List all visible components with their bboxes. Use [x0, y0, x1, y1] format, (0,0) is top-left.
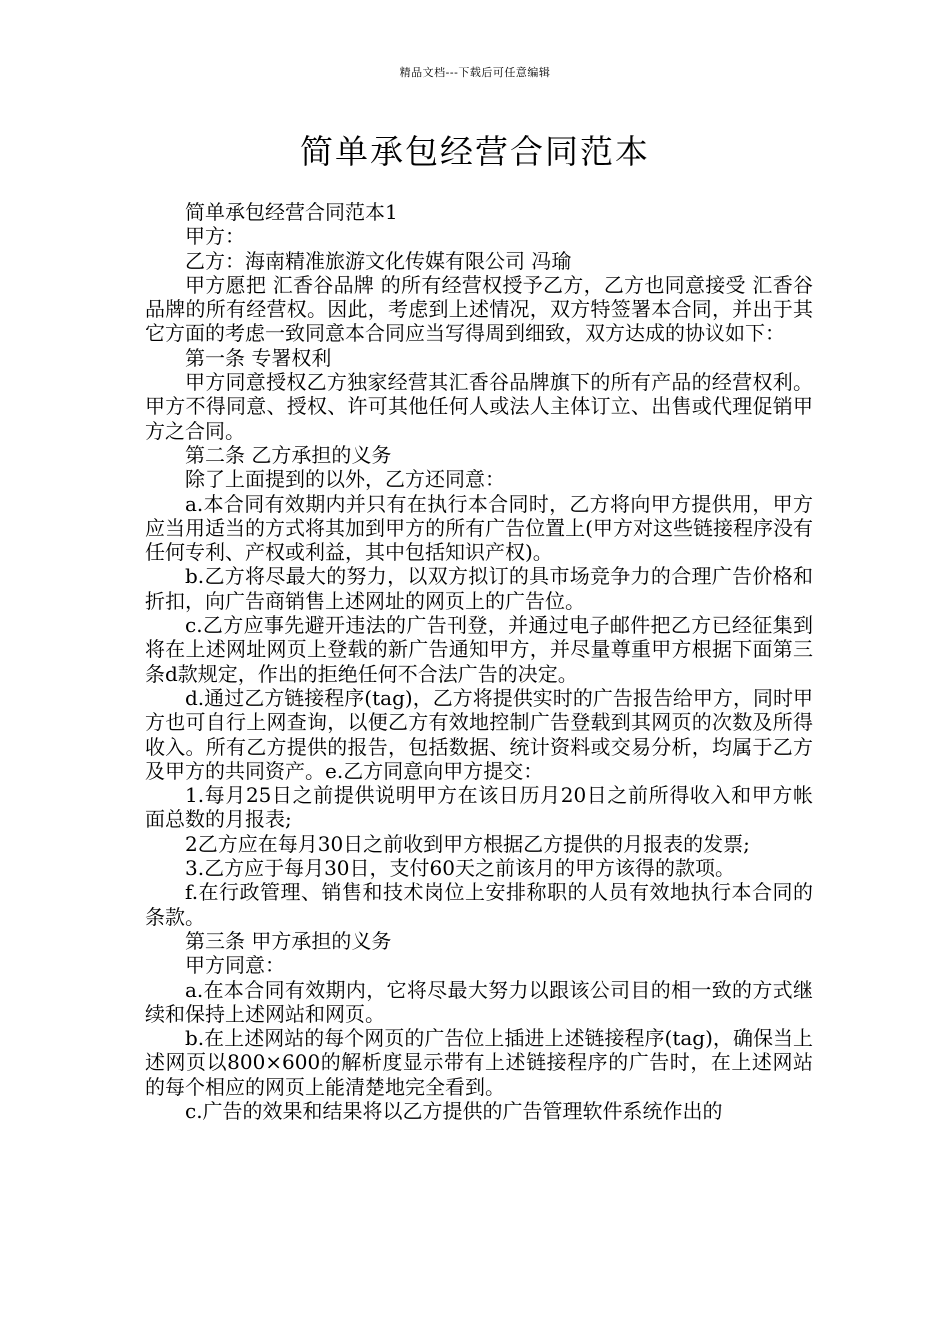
paragraph: 甲方同意授权乙方独家经营其汇香谷品牌旗下的所有产品的经营权利。甲方不得同意、授权、许可其他任何人或法人主体订立、出售或代理促销甲方之合同。 — [145, 370, 813, 443]
clause-item: 1.每月25日之前提供说明甲方在该日历月20日之前所得收入和甲方帐面总数的月报表; — [145, 783, 813, 832]
paragraph: 甲方： — [185, 224, 245, 249]
page-header-note: 精品文档---下载后可任意编辑 — [399, 66, 551, 79]
clause-item: a.本合同有效期内并只有在执行本合同时，乙方将向甲方提供用，甲方应当用适当的方式将其加到甲方的所有广告位置上(甲方对这些链接程序没有任何专利、产权或利益，其中包括知识产权)。 — [145, 491, 813, 565]
paragraph: 甲方同意： — [185, 953, 285, 978]
section-heading: 第三条 甲方承担的义务 — [185, 928, 392, 953]
clause-item: b.乙方将尽最大的努力，以双方拟订的具市场竞争力的合理广告价格和折扣，向广告商销售上述网址的网页上的广告位。 — [145, 564, 813, 613]
paragraph: 甲方愿把 汇香谷品牌 的所有经营权授予乙方，乙方也同意接受 汇香谷品牌的所有经营权。因此，考虑到上述情况，双方特签署本合同，并出于其它方面的考虑一致同意本合同应当写得周到细致，双方达成的协议如下： — [145, 272, 813, 346]
clause-item: 2乙方应在每月30日之前收到甲方根据乙方提供的月报表的发票; — [185, 831, 750, 856]
document-title: 简单承包经营合同范本 — [300, 132, 650, 171]
paragraph: 乙方：海南精准旅游文化传媒有限公司 冯瑜 — [185, 248, 572, 273]
section-heading: 第一条 专署权利 — [185, 345, 332, 370]
clause-item: d.通过乙方链接程序(tag)，乙方将提供实时的广告报告给甲方，同时甲方也可自行上网查询，以便乙方有效地控制广告登载到其网页的次数及所得收入。所有乙方提供的报告，包括数据、统计资料或交易分析，均属于乙方及甲方的共同资产。e.乙方同意向甲方提交： — [145, 685, 813, 783]
section-heading: 第二条 乙方承担的义务 — [185, 442, 392, 467]
clause-item: 3.乙方应于每月30日，支付60天之前该月的甲方该得的款项。 — [185, 856, 735, 881]
clause-item: c.广告的效果和结果将以乙方提供的广告管理软件系统作出的 — [185, 1098, 723, 1123]
clause-item: f.在行政管理、销售和技术岗位上安排称职的人员有效地执行本合同的条款。 — [145, 880, 813, 929]
paragraph: 除了上面提到的以外，乙方还同意： — [185, 467, 505, 492]
clause-item: c.乙方应事先避开违法的广告刊登，并通过电子邮件把乙方已经征集到将在上述网址网页上登载的新广告通知甲方，并尽量尊重甲方根据下面第三条d款规定，作出的拒绝任何不合法广告的决定。 — [145, 613, 813, 686]
clause-item: a.在本合同有效期内，它将尽最大努力以跟该公司目的相一致的方式继续和保持上述网站和网页。 — [145, 977, 813, 1026]
document-body — [145, 200, 813, 1123]
clause-item: b.在上述网站的每个网页的广告位上插进上述链接程序(tag)，确保当上述网页以800×600的解析度显示带有上述链接程序的广告时，在上述网站的每个相应的网页上能清楚地完全看到。 — [145, 1026, 813, 1099]
paragraph: 简单承包经营合同范本1 — [185, 200, 398, 224]
